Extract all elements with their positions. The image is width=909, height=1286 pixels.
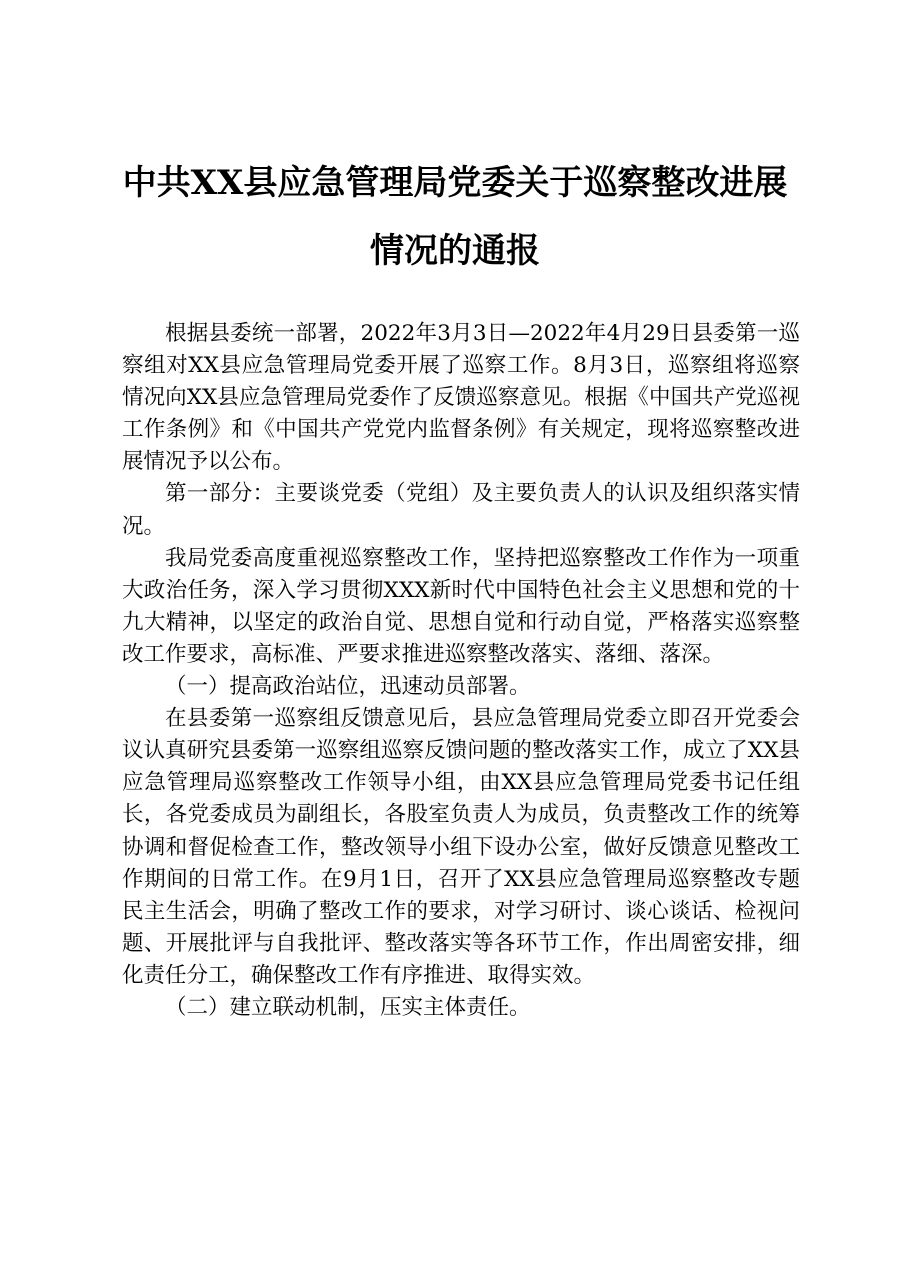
paragraph-commitment: 我局党委高度重视巡察整改工作，坚持把巡察整改工作作为一项重大政治任务，深入学习贯彻XXX新时代中国特色社会主义思想和党的十九大精神，以坚定的政治自觉、思想自觉和行动自觉，严格落实巡察整改工作要求，高标准、严要求推进巡察整改落实、落细、落深。 [122,545,800,667]
paragraph-section-1-heading: （一）提高政治站位，迅速动员部署。 [165,674,531,700]
paragraph-part-one-heading: 第一部分：主要谈党委（党组）及主要负责人的认识及组织落实情况。 [122,481,800,539]
paragraph-section-2-heading: （二）建立联动机制，压实主体责任。 [165,994,531,1020]
document-body [122,318,800,1024]
paragraph-intro: 根据县委统一部署，2022年3月3日—2022年4月29日县委第一巡察组对XX县应急管理局党委开展了巡察工作。8月3日，巡察组将巡察情况向XX县应急管理局党委作了反馈巡察意见。根据《中国共产党巡视工作条例》和《中国共产党党内监督条例》有关规定，现将巡察整改进展情况予以公布。 [122,321,800,475]
document-title-line-1: 中共XX县应急管理局党委关于巡察整改进展 [122,163,788,203]
paragraph-section-1-body: 在县委第一巡察组反馈意见后，县应急管理局党委立即召开党委会议认真研究县委第一巡察组巡察反馈问题的整改落实工作，成立了XX县应急管理局巡察整改工作领导小组，由XX县应急管理局党委书记任组长，各党委成员为副组长，各股室负责人为成员，负责整改工作的统筹协调和督促检查工作，整改领导小组下设办公室，做好反馈意见整改工作期间的日常工作。在9月1日，召开了XX县应急管理局巡察整改专题民主生活会，明确了整改工作的要求，对学习研讨、谈心谈话、检视问题、开展批评与自我批评、整改落实等各环节工作，作出周密安排，细化责任分工，确保整改工作有序推进、取得实效。 [122,706,800,988]
document-title-line-2: 情况的通报 [370,231,540,271]
